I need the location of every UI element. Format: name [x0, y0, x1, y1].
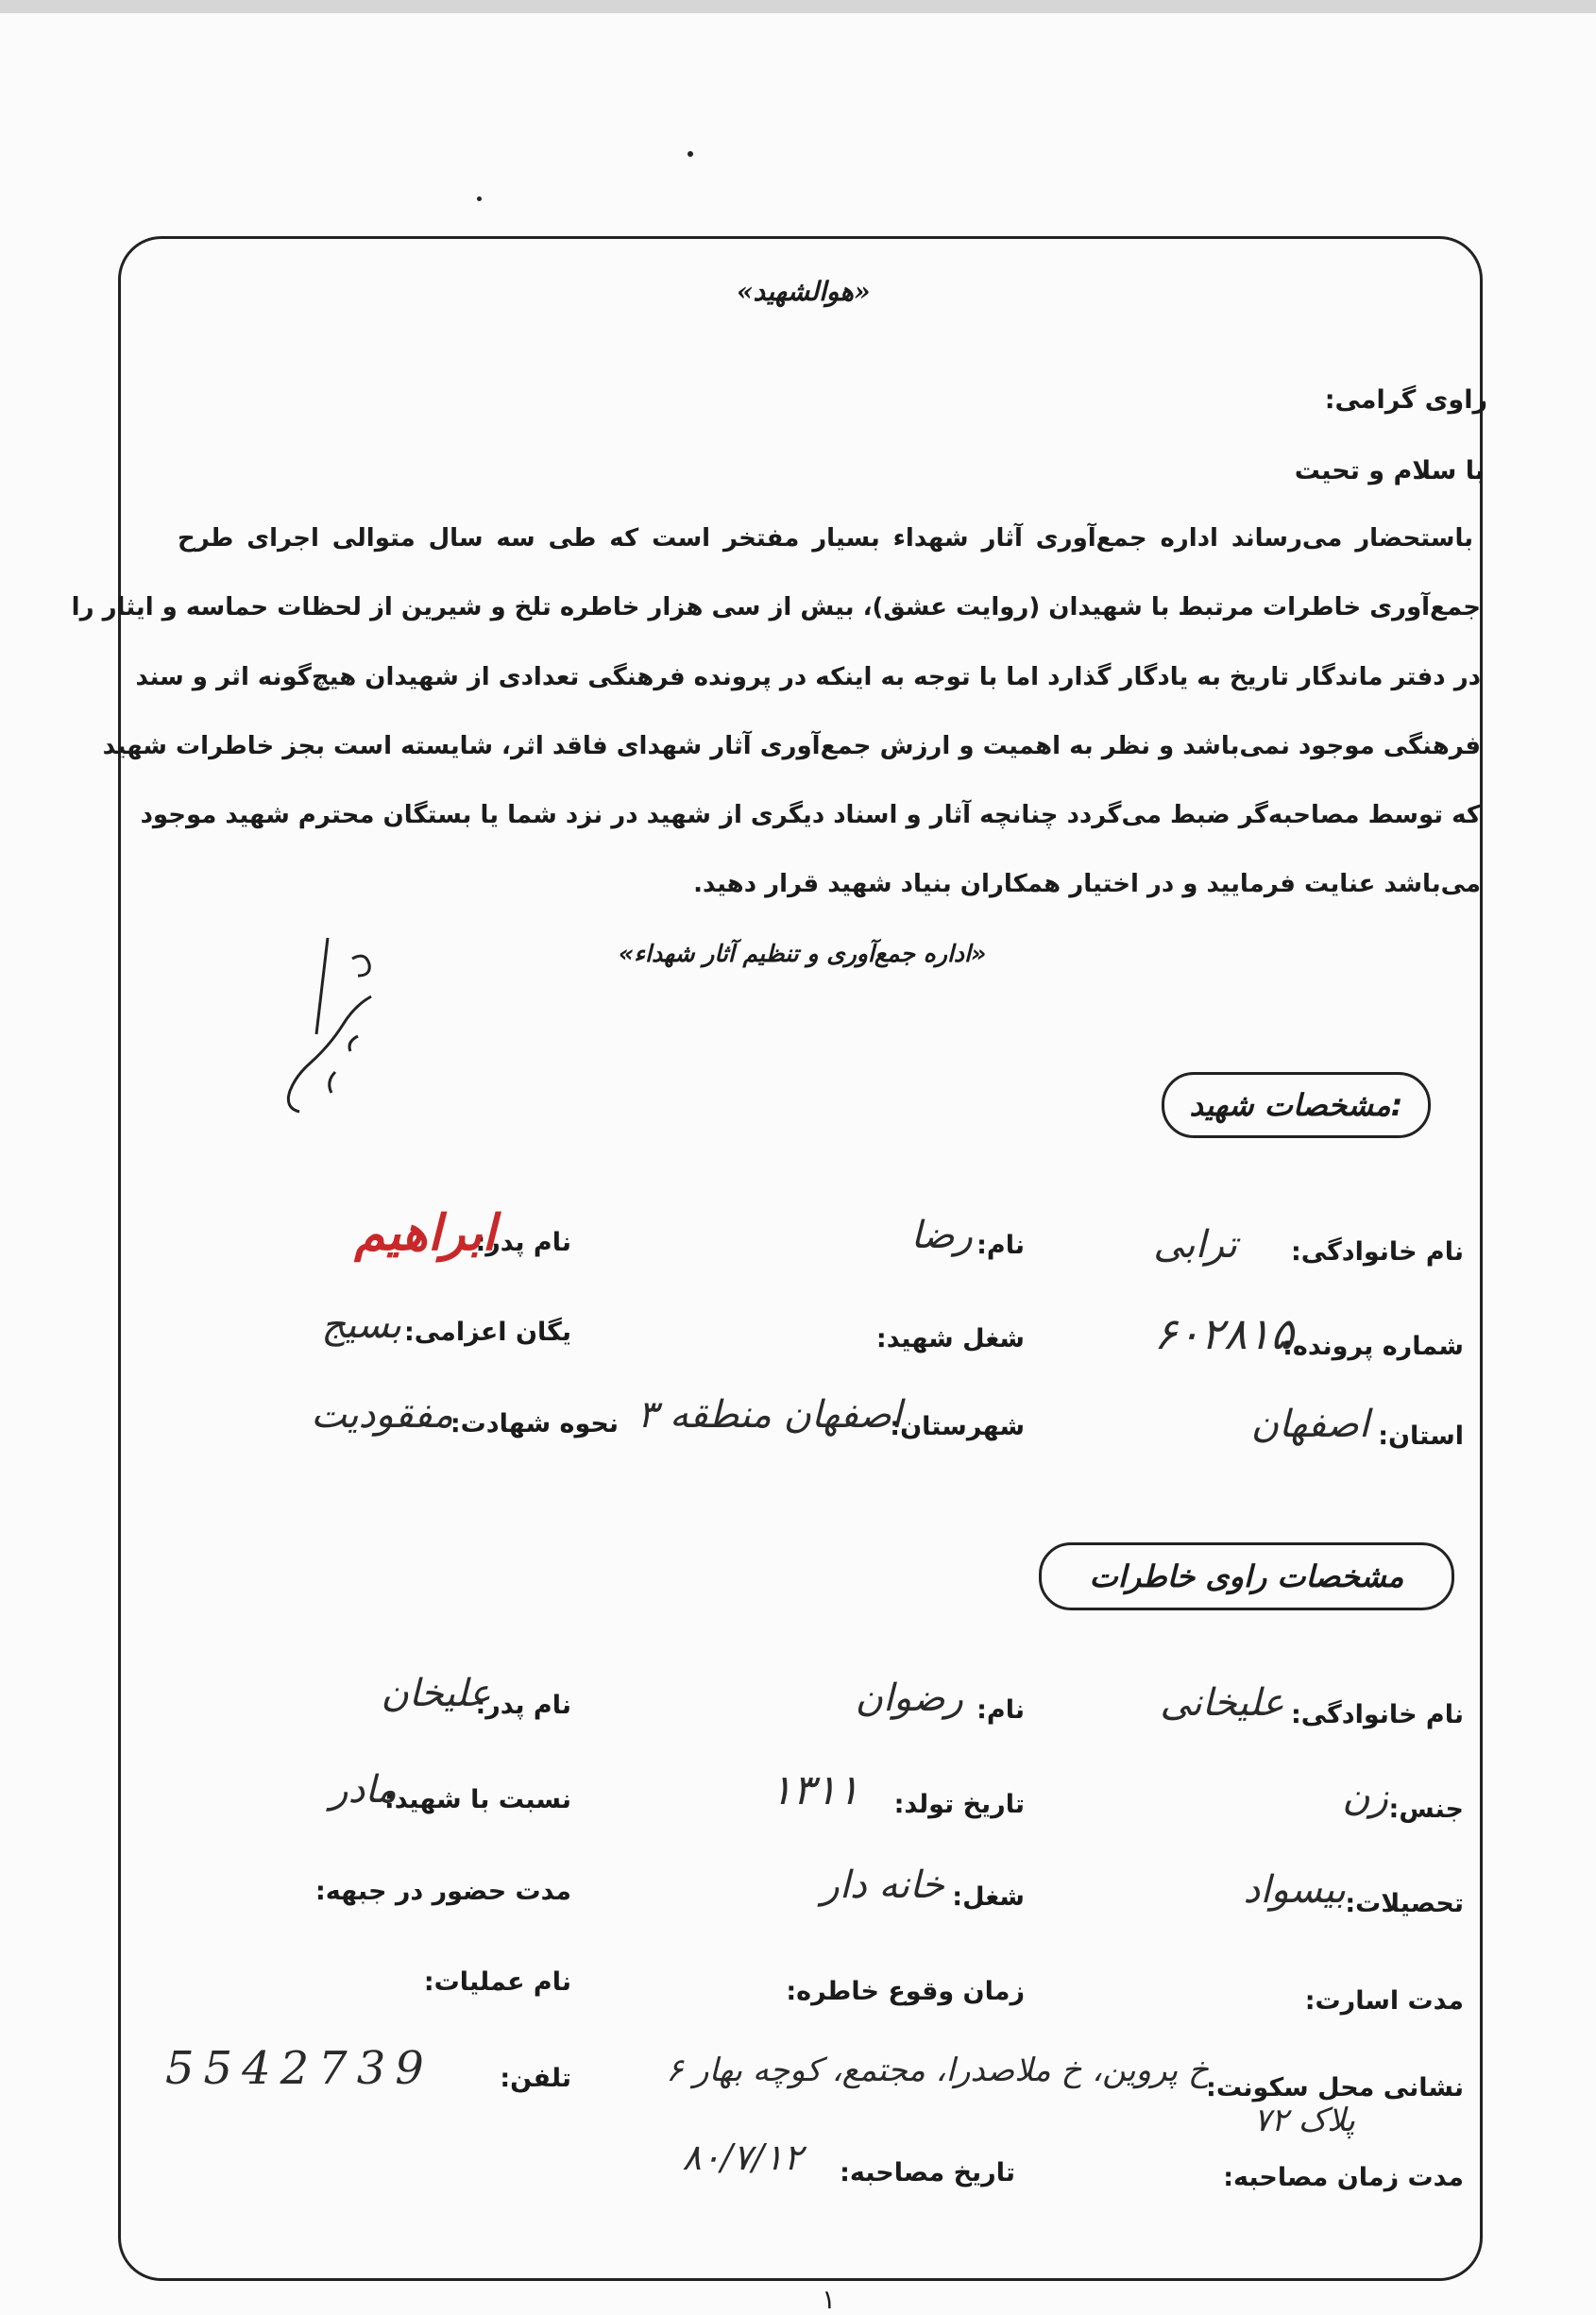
- document-heading: «هوالشهید»: [737, 276, 871, 307]
- narrator-date-label: تاریخ مصاحبه:: [840, 2158, 1015, 2187]
- narrator-education-value: بیسواد: [1243, 1868, 1346, 1912]
- scan-speck: [688, 151, 693, 157]
- martyr-section-title: مشخصات شهید:: [1162, 1072, 1431, 1138]
- scan-speck: [477, 196, 482, 201]
- narrator-father-label: نام پدر:: [475, 1691, 571, 1720]
- letter-line-4: فرهنگی موجود نمی‌باشد و نظر به اهمیت و ارزش جمع‌آوری آثار شهدای فاقد اثر، شایسته است بجز خاطرات شهید: [102, 732, 1481, 760]
- narrator-memory-time-label: زمان وقوع خاطره:: [786, 1977, 1025, 2006]
- greeting: با سلام و تحیت: [1294, 456, 1485, 485]
- martyr-city-label: شهرستان:: [890, 1412, 1025, 1441]
- martyr-family-label: نام خانوادگی:: [1290, 1237, 1464, 1267]
- martyr-martyrdom-value: مفقودیت: [311, 1393, 453, 1437]
- martyr-unit-value: بسیج: [321, 1303, 401, 1347]
- martyr-father-value: ابراهیم: [354, 1204, 496, 1262]
- narrator-birth-value: ۱۳۱۱: [770, 1766, 859, 1814]
- narrator-address-value-2: پلاک ۷۲: [1253, 2102, 1355, 2139]
- martyr-city-value: اصفهان منطقه ۳: [637, 1393, 902, 1437]
- narrator-relation-value: مادر: [330, 1768, 397, 1812]
- narrator-phone-value: 5542739: [165, 2042, 433, 2095]
- martyr-martyrdom-label: نحوه شهادت:: [450, 1409, 619, 1438]
- narrator-operation-label: نام عملیات:: [423, 1967, 571, 1997]
- narrator-date-value: ۸۰/۷/۱۲: [682, 2136, 803, 2178]
- martyr-name-value: رضا: [910, 1214, 973, 1257]
- narrator-captivity-label: مدت اسارت:: [1304, 1986, 1464, 2016]
- letter-signature: «اداره جمع‌آوری و تنظیم آثار شهداء»: [619, 940, 987, 967]
- narrator-family-value: علیخانی: [1160, 1681, 1284, 1725]
- narrator-section-title: مشخصات راوی خاطرات: [1039, 1542, 1454, 1610]
- letter-line-1: باستحضار می‌رساند اداره جمع‌آوری آثار شهداء بسیار مفتخر است که طی سه سال متوالی اجرای طرح: [178, 524, 1473, 553]
- martyr-province-value: اصفهان: [1250, 1403, 1369, 1446]
- narrator-father-value: علیخان: [381, 1672, 491, 1715]
- narrator-birth-label: تاریخ تولد:: [893, 1790, 1025, 1819]
- narrator-address-label: نشانی محل سکونت:: [1206, 2073, 1464, 2102]
- narrator-job-value: خانه دار: [821, 1864, 944, 1907]
- narrator-address-value: خ پروین، خ ملاصدرا، مجتمع، کوچه بهار ۶: [666, 2051, 1209, 2089]
- narrator-education-label: تحصیلات:: [1345, 1889, 1464, 1918]
- narrator-name-value: رضوان: [855, 1677, 963, 1720]
- narrator-family-label: نام خانوادگی:: [1290, 1700, 1464, 1729]
- letter-line-2: جمع‌آوری خاطرات مرتبط با شهیدان (روایت عشق)، بیش از سی هزار خاطره تلخ و شیرین از لحظات حماسه و ایثار را: [71, 593, 1481, 621]
- narrator-gender-value: زن: [1342, 1776, 1388, 1819]
- narrator-duration-label: مدت زمان مصاحبه:: [1223, 2163, 1464, 2192]
- martyr-family-value: ترابی: [1153, 1223, 1237, 1267]
- narrator-name-label: نام:: [976, 1695, 1025, 1725]
- martyr-father-label: نام پدر:: [475, 1228, 571, 1257]
- margin-handwriting: [269, 930, 392, 1129]
- narrator-relation-label: نسبت با شهید:: [383, 1785, 571, 1814]
- letter-line-5: که توسط مصاحبه‌گر ضبط می‌گردد چنانچه آثار و اسناد دیگری از شهید در نزد شما یا بستگان محترم شهید موجود: [140, 801, 1481, 829]
- martyr-province-label: استان:: [1378, 1421, 1464, 1451]
- letter-line-6: می‌باشد عنایت فرمایید و در اختیار همکاران بنیاد شهید قرار دهید.: [693, 870, 1481, 898]
- narrator-job-label: شغل:: [952, 1882, 1025, 1912]
- martyr-file-label: شماره پرونده:: [1282, 1332, 1464, 1361]
- scan-top-edge: [0, 0, 1596, 13]
- narrator-gender-label: جنس:: [1388, 1795, 1464, 1824]
- martyr-file-value: ۶۰۲۸۱۵: [1153, 1308, 1294, 1359]
- page-number: ۱: [822, 2284, 837, 2315]
- martyr-unit-label: یگان اعزامی:: [403, 1318, 571, 1347]
- letter-line-3: در دفتر ماندگار تاریخ به یادگار گذارد اما با توجه به اینکه در پرونده فرهنگی تعدادی از شهیدان هیچ‌گونه اثر و سند: [135, 663, 1481, 691]
- salutation: راوی گرامی:: [1324, 385, 1487, 415]
- narrator-phone-label: تلفن:: [500, 2064, 571, 2093]
- martyr-job-label: شغل شهید:: [875, 1324, 1025, 1353]
- martyr-name-label: نام:: [976, 1231, 1025, 1260]
- narrator-front-label: مدت حضور در جبهه:: [314, 1877, 571, 1906]
